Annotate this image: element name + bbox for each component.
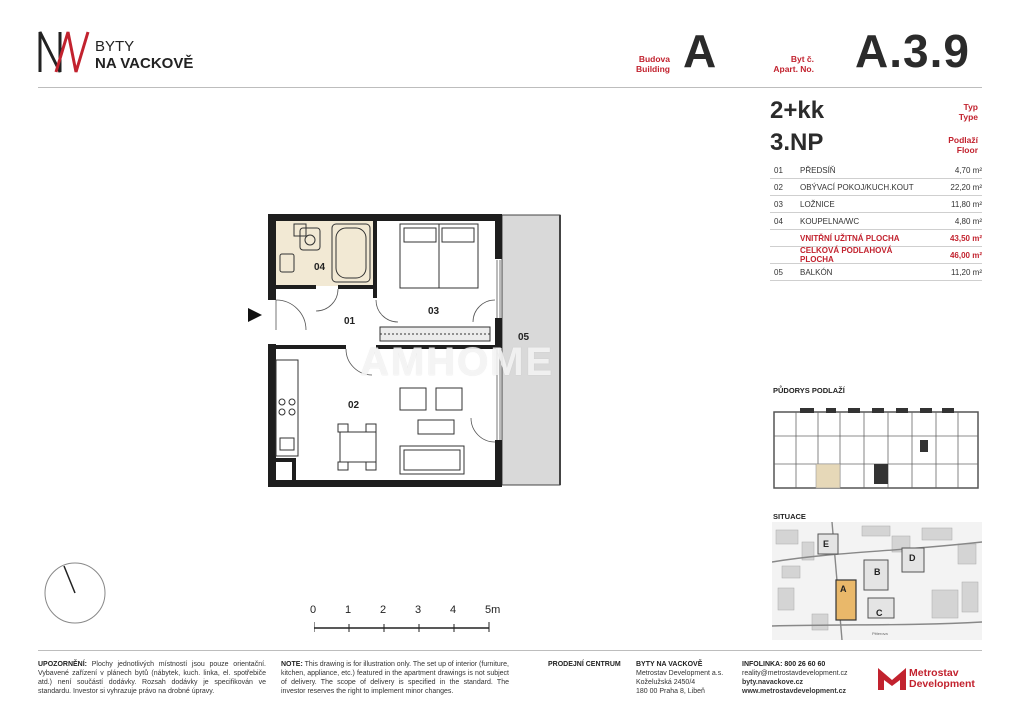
room-name: OBÝVACÍ POKOJ/KUCH.KOUT (800, 182, 914, 192)
contact-web-project[interactable]: byty.navackove.cz (742, 679, 803, 686)
company-line-1: Metrostav (909, 667, 959, 679)
site-street-label: Pitterova (872, 631, 888, 636)
room-row (770, 247, 982, 264)
entrance-arrow (248, 308, 262, 322)
scale-bar (306, 604, 506, 634)
footer-warning-text: Plochy jednotlivých místností jsou pouze orientační. Vybavené zařízení v plánech bytů (nábytek, kuch. linka, el. spotřebiče atd.) není součástí dodávky. Rozsah dodávky je specifikován ve standardu. Investor si vyhrazuje právo na drobné úpravy. (38, 661, 266, 695)
unit-floor-label (900, 135, 978, 155)
footer-note (281, 660, 509, 696)
room-label-01: 01 (344, 316, 356, 327)
sales-centre-title (548, 660, 621, 669)
room-name: VNITŘNÍ UŽITNÁ PLOCHA (800, 233, 900, 243)
brand-logo-mark (38, 30, 90, 74)
bathroom-fill (276, 218, 376, 286)
room-area: 46,00 m² (949, 250, 982, 260)
project-title: BYTY NA VACKOVĚ (636, 661, 703, 668)
room-row (770, 264, 982, 281)
project-line-3: 180 00 Praha 8, Libeň (636, 688, 705, 695)
building-label-cz: Budova (638, 54, 670, 64)
site-label-e: E (823, 539, 830, 549)
scale-tick-label: 1 (345, 604, 352, 616)
brand-line2: NA VACKOVĚ (95, 55, 194, 72)
floorplan-title: PŮDORYS PODLAŽÍ (773, 386, 845, 395)
room-label-02: 02 (348, 400, 360, 411)
footer-divider (38, 650, 982, 651)
building-label-en: Building (636, 64, 670, 74)
room-number: 03 (774, 199, 783, 209)
room-label-05: 05 (518, 332, 530, 343)
watermark: AMHOME (360, 340, 555, 384)
unit-floor-label-en: Floor (956, 145, 978, 155)
room-name: KOUPELNA/WC (800, 216, 860, 226)
scale-tick-label: 2 (380, 604, 387, 616)
company-line-2: Development (909, 678, 975, 690)
room-area: 4,80 m² (954, 216, 982, 226)
room-row (770, 230, 982, 247)
room-number: 01 (774, 165, 783, 175)
sales-title-text: PRODEJNÍ CENTRUM (548, 661, 621, 668)
metrostav-logo-icon (878, 666, 906, 690)
room-name: CELKOVÁ PODLAHOVÁ PLOCHA (800, 246, 893, 264)
contact-email[interactable]: reality@metrostavdevelopment.cz (742, 670, 848, 677)
scale-tick-label: 0 (310, 604, 317, 616)
site-title: SITUACE (773, 512, 806, 521)
room-number: 02 (774, 182, 783, 192)
room-area: 11,80 m² (951, 199, 982, 209)
room-row (770, 162, 982, 179)
brand-line1: BYTY (95, 38, 135, 55)
apartment-label-cz: Byt č. (790, 54, 814, 64)
metrostav-logo-text (909, 668, 975, 690)
site-plan-map (772, 522, 982, 640)
rooms-table (770, 162, 982, 281)
brand-name (95, 38, 193, 72)
contacts (742, 660, 848, 696)
header-divider (38, 87, 982, 88)
unit-type-label-cz: Typ (963, 102, 978, 112)
apartment-label-en: Apart. No. (773, 64, 814, 74)
room-area: 22,20 m² (950, 182, 982, 192)
unit-type: 2+kk (770, 97, 825, 124)
footer-note-title: NOTE: (281, 661, 303, 668)
site-label-c: C (876, 608, 883, 618)
unit-floor-label-cz: Podlaží (948, 135, 978, 145)
scale-tick-label: 3 (415, 604, 422, 616)
sales-address (636, 660, 723, 696)
infoline-number[interactable]: 800 26 60 60 (784, 661, 826, 668)
floor-overview-plan (770, 400, 982, 500)
contact-web-company[interactable]: www.metrostavdevelopment.cz (742, 688, 846, 695)
infoline-label: INFOLINKA: (742, 661, 783, 668)
room-name: PŘEDSÍŇ (800, 165, 836, 175)
room-name: BALKÓN (800, 267, 833, 277)
scale-tick-label: 5m (485, 604, 501, 616)
scale-bar-graphic (314, 620, 490, 634)
room-area: 43,50 m² (949, 233, 982, 243)
project-line-1: Metrostav Development a.s. (636, 670, 724, 677)
apartment-label (740, 54, 814, 74)
apartment-number: A.3.9 (855, 25, 970, 77)
building-value: A (683, 25, 717, 77)
footer-warning (38, 660, 266, 696)
kitchen-counter (276, 360, 298, 456)
site-label-a: A (840, 584, 847, 594)
unit-type-label (900, 102, 978, 122)
bedroom-furniture (380, 224, 490, 341)
building-label (600, 54, 670, 74)
room-row (770, 213, 982, 230)
unit-type-label-en: Type (958, 112, 978, 122)
footer-warning-title: UPOZORNĚNÍ: (38, 661, 87, 668)
room-area: 4,70 m² (954, 165, 982, 175)
site-label-d: D (909, 553, 916, 563)
highlighted-apartment (816, 464, 840, 488)
room-label-04: 04 (314, 262, 326, 273)
room-row (770, 179, 982, 196)
room-label-03: 03 (428, 306, 440, 317)
room-name: LOŽNICE (800, 199, 835, 209)
room-area: 11,20 m² (951, 267, 982, 277)
room-number: 05 (774, 267, 783, 277)
site-label-b: B (874, 567, 881, 577)
room-number: 04 (774, 216, 783, 226)
scale-tick-label: 4 (450, 604, 457, 616)
unit-floor: 3.NP (770, 129, 824, 156)
footer-note-text: This drawing is for illustration only. The set up of interior (furniture, kitchen, appliance, etc.) featured in the apartment drawings is not subject of delivery. The scope of delivery is specified in the standard. The investor reserves the right to implement minor changes. (281, 661, 509, 695)
project-line-2: Koželužská 2450/4 (636, 679, 696, 686)
compass-icon (40, 562, 110, 624)
room-row (770, 196, 982, 213)
